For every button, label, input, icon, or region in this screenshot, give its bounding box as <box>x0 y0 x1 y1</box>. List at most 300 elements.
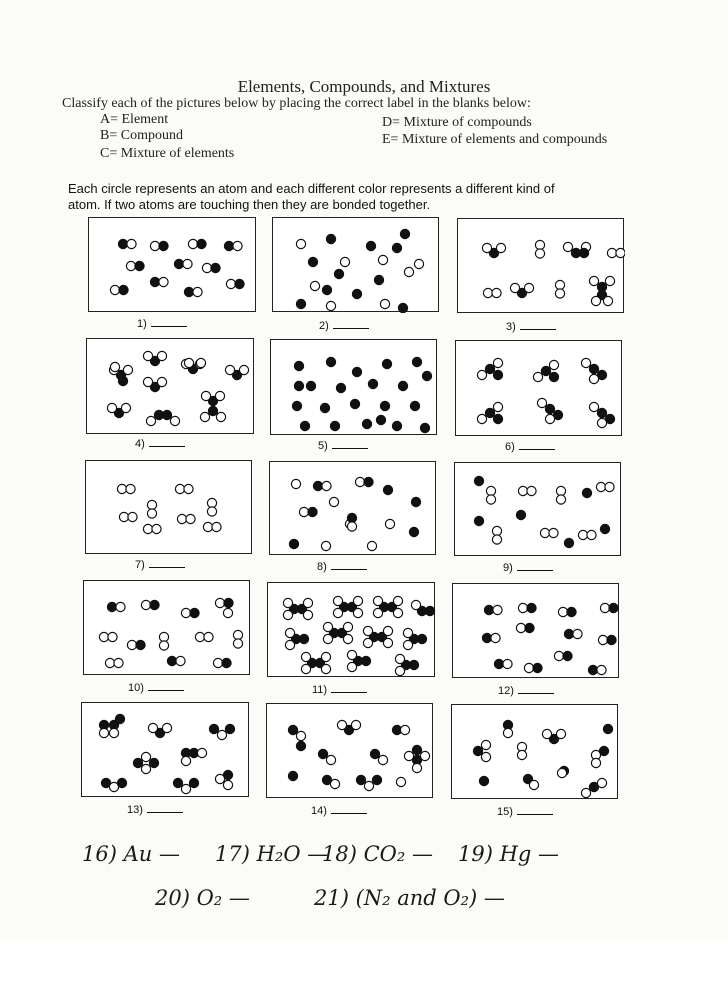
key-e: E= Mixture of elements and compounds <box>382 132 608 147</box>
filled-atom <box>368 379 377 388</box>
answer-label-3[interactable]: 3) <box>506 320 556 333</box>
filled-atom <box>296 741 305 750</box>
filled-atom <box>119 285 128 294</box>
open-atom <box>195 632 204 641</box>
filled-atom <box>299 634 308 643</box>
open-atom <box>333 596 342 605</box>
open-atom <box>616 248 625 257</box>
open-atom <box>223 608 232 617</box>
open-atom <box>556 486 565 495</box>
handwritten-q19: 19) Hg — <box>458 842 560 866</box>
open-atom <box>597 665 606 674</box>
open-atom <box>213 658 222 667</box>
filled-atom <box>474 476 483 485</box>
open-atom <box>412 763 421 772</box>
answer-label-14[interactable]: 14) <box>311 804 367 817</box>
open-atom <box>126 484 135 493</box>
open-atom <box>589 402 598 411</box>
open-atom <box>556 495 565 504</box>
open-atom <box>110 285 119 294</box>
filled-atom <box>289 539 298 548</box>
filled-atom <box>318 749 327 758</box>
answer-label-7[interactable]: 7) <box>135 558 185 571</box>
open-atom <box>183 259 192 268</box>
filled-atom <box>150 277 159 286</box>
filled-atom <box>362 419 371 428</box>
filled-atom <box>494 659 503 668</box>
open-atom <box>291 479 300 488</box>
open-atom <box>578 530 587 539</box>
open-atom <box>157 377 166 386</box>
open-atom <box>393 608 402 617</box>
filled-atom <box>582 488 591 497</box>
key-c: C= Mixture of elements <box>100 146 235 161</box>
open-atom <box>535 240 544 249</box>
filled-atom <box>326 357 335 366</box>
filled-atom <box>376 415 385 424</box>
open-atom <box>364 781 373 790</box>
filled-atom <box>482 633 491 642</box>
handwritten-q17: 17) H₂O — <box>215 842 329 866</box>
open-atom <box>355 477 364 486</box>
filled-atom <box>516 510 525 519</box>
filled-atom <box>493 414 502 423</box>
diagram-box-15 <box>451 704 618 799</box>
open-atom <box>518 486 527 495</box>
open-atom <box>123 365 132 374</box>
open-atom <box>176 656 185 665</box>
answer-label-8[interactable]: 8) <box>317 560 367 573</box>
open-atom <box>603 296 612 305</box>
filled-atom <box>525 623 534 632</box>
note-line-2: atom. If two atoms are touching then they are bonded together. <box>68 197 431 212</box>
diagram-box-11 <box>267 582 435 677</box>
filled-atom <box>361 656 370 665</box>
answer-label-2[interactable]: 2) <box>319 319 369 332</box>
open-atom <box>301 652 310 661</box>
key-a: A= Element <box>100 112 169 127</box>
open-atom <box>310 281 319 290</box>
open-atom <box>127 640 136 649</box>
open-atom <box>549 528 558 537</box>
open-atom <box>542 729 551 738</box>
open-atom <box>363 638 372 647</box>
open-atom <box>347 650 356 659</box>
filled-atom <box>197 239 206 248</box>
answer-label-6[interactable]: 6) <box>505 440 555 453</box>
open-atom <box>591 296 600 305</box>
filled-atom <box>184 287 193 296</box>
filled-atom <box>422 371 431 380</box>
open-atom <box>326 755 335 764</box>
diagram-box-3 <box>457 218 624 313</box>
filled-atom <box>224 598 233 607</box>
open-atom <box>159 277 168 286</box>
filled-atom <box>549 372 558 381</box>
page-title: Elements, Compounds, and Mixtures <box>237 77 491 96</box>
answer-label-1[interactable]: 1) <box>137 317 187 330</box>
open-atom <box>181 756 190 765</box>
open-atom <box>537 398 546 407</box>
filled-atom <box>425 606 434 615</box>
open-atom <box>503 659 512 668</box>
open-atom <box>108 632 117 641</box>
open-atom <box>239 365 248 374</box>
filled-atom <box>150 600 159 609</box>
open-atom <box>162 723 171 732</box>
open-atom <box>143 524 152 533</box>
diagram-box-10 <box>83 580 250 675</box>
open-atom <box>303 610 312 619</box>
diagram-box-2 <box>272 217 439 312</box>
open-atom <box>296 239 305 248</box>
filled-atom <box>115 714 124 723</box>
open-atom <box>481 740 490 749</box>
open-atom <box>107 403 116 412</box>
filled-atom <box>149 758 158 767</box>
filled-atom <box>364 477 373 486</box>
open-atom <box>411 600 420 609</box>
filled-atom <box>527 603 536 612</box>
filled-atom <box>288 771 297 780</box>
open-atom <box>597 778 606 787</box>
open-atom <box>385 519 394 528</box>
filled-atom <box>412 745 421 754</box>
filled-atom <box>485 364 494 373</box>
open-atom <box>343 634 352 643</box>
filled-atom <box>296 299 305 308</box>
answer-label-12[interactable]: 12) <box>498 684 554 697</box>
open-atom <box>347 662 356 671</box>
filled-atom <box>306 381 315 390</box>
instructions: Classify each of the pictures below by placing the correct label in the blanks below: <box>62 96 531 111</box>
open-atom <box>524 283 533 292</box>
open-atom <box>481 752 490 761</box>
open-atom <box>554 651 563 660</box>
open-atom <box>540 528 549 537</box>
handwritten-q21: 21) (N₂ and O₂) — <box>314 886 505 910</box>
open-atom <box>493 402 502 411</box>
open-atom <box>383 626 392 635</box>
open-atom <box>215 774 224 783</box>
filled-atom <box>136 640 145 649</box>
filled-atom <box>564 538 573 547</box>
filled-atom <box>320 403 329 412</box>
open-atom <box>105 658 114 667</box>
filled-atom <box>336 383 345 392</box>
open-atom <box>373 608 382 617</box>
filled-atom <box>479 776 488 785</box>
filled-atom <box>380 401 389 410</box>
open-atom <box>323 622 332 631</box>
open-atom <box>215 391 224 400</box>
open-atom <box>146 416 155 425</box>
diagram-box-7 <box>85 460 252 554</box>
open-atom <box>283 610 292 619</box>
filled-atom <box>330 421 339 430</box>
open-atom <box>600 603 609 612</box>
filled-atom <box>107 602 116 611</box>
open-atom <box>321 652 330 661</box>
filled-atom <box>211 263 220 272</box>
open-atom <box>393 596 402 605</box>
filled-atom <box>370 749 379 758</box>
answer-label-13[interactable]: 13) <box>127 803 183 816</box>
open-atom <box>493 605 502 614</box>
open-atom <box>557 768 566 777</box>
open-atom <box>347 522 356 531</box>
open-atom <box>555 280 564 289</box>
open-atom <box>337 720 346 729</box>
open-atom <box>217 730 226 739</box>
open-atom <box>533 372 542 381</box>
filled-atom <box>409 527 418 536</box>
open-atom <box>203 522 212 531</box>
filled-atom <box>356 775 365 784</box>
filled-atom <box>589 364 598 373</box>
filled-atom <box>292 401 301 410</box>
open-atom <box>202 263 211 272</box>
open-atom <box>373 596 382 605</box>
filled-atom <box>313 481 322 490</box>
open-atom <box>492 526 501 535</box>
filled-atom <box>235 279 244 288</box>
open-atom <box>529 780 538 789</box>
open-atom <box>181 608 190 617</box>
filled-atom <box>222 658 231 667</box>
open-atom <box>396 777 405 786</box>
open-atom <box>555 289 564 298</box>
key-b: B= Compound <box>100 128 183 143</box>
open-atom <box>215 598 224 607</box>
open-atom <box>143 377 152 386</box>
open-atom <box>549 360 558 369</box>
open-atom <box>333 608 342 617</box>
open-atom <box>403 628 412 637</box>
answer-label-10[interactable]: 10) <box>128 681 184 694</box>
open-atom <box>340 257 349 266</box>
open-atom <box>141 600 150 609</box>
filled-atom <box>334 269 343 278</box>
filled-atom <box>224 241 233 250</box>
answer-label-5[interactable]: 5) <box>318 439 368 452</box>
open-atom <box>607 248 616 257</box>
open-atom <box>323 634 332 643</box>
answer-label-9[interactable]: 9) <box>503 561 553 574</box>
open-atom <box>175 484 184 493</box>
open-atom <box>353 596 362 605</box>
open-atom <box>223 780 232 789</box>
filled-atom <box>607 635 616 644</box>
filled-atom <box>412 357 421 366</box>
filled-atom <box>392 421 401 430</box>
open-atom <box>226 279 235 288</box>
filled-atom <box>383 485 392 494</box>
open-atom <box>483 288 492 297</box>
open-atom <box>403 640 412 649</box>
open-atom <box>143 351 152 360</box>
open-atom <box>128 512 137 521</box>
filled-atom <box>162 410 171 419</box>
filled-atom <box>603 724 612 733</box>
open-atom <box>148 723 157 732</box>
open-atom <box>496 243 505 252</box>
open-atom <box>503 728 512 737</box>
open-atom <box>563 242 572 251</box>
open-atom <box>545 414 554 423</box>
filled-atom <box>567 607 576 616</box>
open-atom <box>378 255 387 264</box>
diagram-box-13 <box>81 702 249 797</box>
open-atom <box>493 358 502 367</box>
open-atom <box>605 276 614 285</box>
open-atom <box>147 509 156 518</box>
open-atom <box>524 663 533 672</box>
open-atom <box>121 403 130 412</box>
filled-atom <box>225 724 234 733</box>
open-atom <box>99 632 108 641</box>
filled-atom <box>493 370 502 379</box>
open-atom <box>329 497 338 506</box>
filled-atom <box>118 239 127 248</box>
open-atom <box>400 725 409 734</box>
open-atom <box>119 512 128 521</box>
open-atom <box>492 535 501 544</box>
diagram-box-1 <box>88 217 256 312</box>
filled-atom <box>347 513 356 522</box>
filled-atom <box>564 629 573 638</box>
filled-atom <box>398 303 407 312</box>
open-atom <box>486 486 495 495</box>
open-atom <box>170 416 179 425</box>
open-atom <box>367 541 376 550</box>
filled-atom <box>159 241 168 250</box>
open-atom <box>207 498 216 507</box>
open-atom <box>127 239 136 248</box>
filled-atom <box>190 608 199 617</box>
open-atom <box>486 495 495 504</box>
filled-atom <box>173 778 182 787</box>
open-atom <box>184 358 193 367</box>
open-atom <box>152 524 161 533</box>
open-atom <box>404 267 413 276</box>
open-atom <box>587 530 596 539</box>
filled-atom <box>545 404 554 413</box>
filled-atom <box>398 381 407 390</box>
answer-label-11[interactable]: 11) <box>312 683 367 696</box>
filled-atom <box>294 361 303 370</box>
open-atom <box>141 764 150 773</box>
open-atom <box>110 362 119 371</box>
open-atom <box>596 482 605 491</box>
filled-atom <box>350 399 359 408</box>
open-atom <box>527 486 536 495</box>
filled-atom <box>189 778 198 787</box>
open-atom <box>212 522 221 531</box>
answer-label-4[interactable]: 4) <box>135 437 185 450</box>
open-atom <box>414 259 423 268</box>
open-atom <box>378 755 387 764</box>
open-atom <box>477 370 486 379</box>
open-atom <box>558 607 567 616</box>
key-d: D= Mixture of compounds <box>382 115 532 130</box>
open-atom <box>147 500 156 509</box>
open-atom <box>225 365 234 374</box>
filled-atom <box>400 229 409 238</box>
filled-atom <box>474 516 483 525</box>
filled-atom <box>409 660 418 669</box>
filled-atom <box>174 259 183 268</box>
open-atom <box>233 630 242 639</box>
open-atom <box>535 249 544 258</box>
filled-atom <box>366 241 375 250</box>
open-atom <box>492 288 501 297</box>
open-atom <box>285 640 294 649</box>
filled-atom <box>326 234 335 243</box>
open-atom <box>363 626 372 635</box>
answer-label-15[interactable]: 15) <box>497 805 553 818</box>
open-atom <box>177 514 186 523</box>
diagram-box-6 <box>455 340 622 436</box>
filled-atom <box>308 507 317 516</box>
open-atom <box>589 374 598 383</box>
handwritten-q20: 20) O₂ — <box>155 886 250 910</box>
open-atom <box>186 514 195 523</box>
open-atom <box>510 283 519 292</box>
open-atom <box>193 287 202 296</box>
filled-atom <box>374 275 383 284</box>
filled-atom <box>541 366 550 375</box>
open-atom <box>581 358 590 367</box>
open-atom <box>141 752 150 761</box>
open-atom <box>159 641 168 650</box>
open-atom <box>303 598 312 607</box>
handwritten-q16: 16) Au — <box>82 842 180 866</box>
open-atom <box>207 507 216 516</box>
open-atom <box>216 412 225 421</box>
open-atom <box>201 391 210 400</box>
filled-atom <box>352 367 361 376</box>
filled-atom <box>420 423 429 432</box>
open-atom <box>380 299 389 308</box>
note-line-1: Each circle represents an atom and each different color represents a different kind of <box>68 181 555 196</box>
open-atom <box>99 728 108 737</box>
open-atom <box>517 750 526 759</box>
handwritten-q18: 18) CO₂ — <box>322 842 433 866</box>
filled-atom <box>588 665 597 674</box>
filled-atom <box>382 359 391 368</box>
filled-atom <box>392 243 401 252</box>
diagram-box-8 <box>269 461 436 555</box>
open-atom <box>326 301 335 310</box>
open-atom <box>188 239 197 248</box>
filled-atom <box>208 406 217 415</box>
diagram-box-14 <box>266 703 433 798</box>
open-atom <box>591 758 600 767</box>
open-atom <box>395 654 404 663</box>
open-atom <box>383 638 392 647</box>
open-atom <box>117 484 126 493</box>
filled-atom <box>117 778 126 787</box>
open-atom <box>296 731 305 740</box>
filled-atom <box>597 408 606 417</box>
open-atom <box>150 241 159 250</box>
open-atom <box>581 788 590 797</box>
filled-atom <box>209 724 218 733</box>
open-atom <box>301 664 310 673</box>
filled-atom <box>485 408 494 417</box>
filled-atom <box>167 656 176 665</box>
